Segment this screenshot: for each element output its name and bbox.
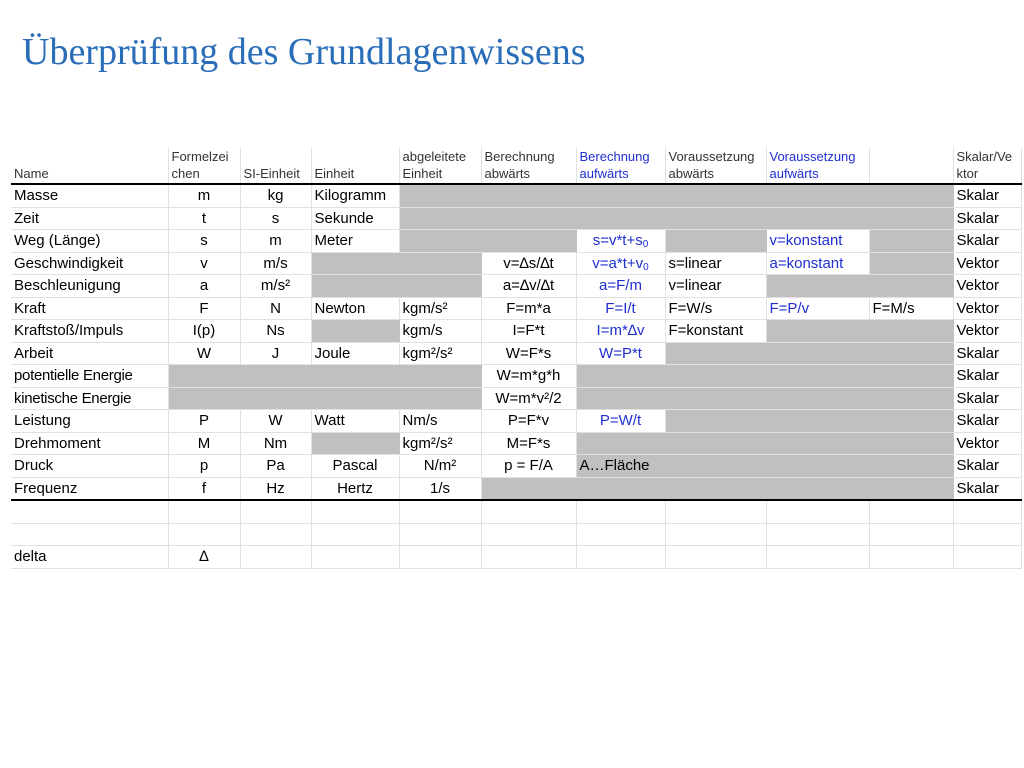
cell-abgeleitet: kgm/s² xyxy=(399,297,481,320)
cell-vor-ab: F=W/s xyxy=(665,297,766,320)
cell-fz: f xyxy=(168,477,240,500)
cell-si: Pa xyxy=(240,455,311,478)
cell-empty xyxy=(869,387,953,410)
cell-empty xyxy=(766,320,869,343)
formula-subscript: 0 xyxy=(643,261,649,273)
cell-si: m/s xyxy=(240,252,311,275)
col-header-ber-ab: Berechnung abwärts xyxy=(481,147,576,184)
table-row xyxy=(11,455,1021,478)
cell-ber-auf xyxy=(576,230,665,253)
cell-empty xyxy=(869,365,953,388)
cell-empty xyxy=(11,500,168,523)
cell-abgeleitet: kgm²/s² xyxy=(399,342,481,365)
cell-empty xyxy=(766,275,869,298)
cell-empty xyxy=(953,546,1021,569)
cell-empty xyxy=(168,387,240,410)
cell-fz: F xyxy=(168,297,240,320)
physics-table xyxy=(11,147,1022,569)
cell-einheit: Newton xyxy=(311,297,399,320)
delta-symbol: ∆ xyxy=(168,546,240,569)
cell-name: Drehmoment xyxy=(11,432,168,455)
formula-text: s=v*t+s xyxy=(592,232,643,250)
cell-ber-ab: a=∆v/∆t xyxy=(481,275,576,298)
cell-ber-auf: P=W/t xyxy=(576,410,665,433)
cell-empty xyxy=(399,252,481,275)
cell-empty xyxy=(869,184,953,207)
col-header-vor-ab: Voraussetzung abwärts xyxy=(665,147,766,184)
cell-empty xyxy=(665,184,766,207)
cell-si: m xyxy=(240,230,311,253)
cell-fz: p xyxy=(168,455,240,478)
cell-typ: Vektor xyxy=(953,275,1021,298)
cell-ber-ab: I=F*t xyxy=(481,320,576,343)
cell-typ: Skalar xyxy=(953,477,1021,500)
cell-typ: Vektor xyxy=(953,432,1021,455)
header-row xyxy=(11,147,1021,184)
footer-row xyxy=(11,546,1021,569)
cell-typ: Vektor xyxy=(953,252,1021,275)
cell-empty xyxy=(766,342,869,365)
cell-ber-ab: F=m*a xyxy=(481,297,576,320)
cell-fz: s xyxy=(168,230,240,253)
cell-ber-ab: W=m*g*h xyxy=(481,365,576,388)
table-row xyxy=(11,230,1021,253)
cell-si: m/s² xyxy=(240,275,311,298)
cell-typ: Skalar xyxy=(953,365,1021,388)
col-header-einheit: Einheit xyxy=(311,147,399,184)
cell-fz: m xyxy=(168,184,240,207)
col-header-formelzeichen: Formelzei chen xyxy=(168,147,240,184)
cell-ber-ab: v=∆s/∆t xyxy=(481,252,576,275)
col-header-skalar: Skalar/Ve ktor xyxy=(953,147,1021,184)
cell-empty xyxy=(240,500,311,523)
cell-empty xyxy=(399,275,481,298)
cell-ber-auf: A…Fläche xyxy=(576,455,665,478)
cell-fz: t xyxy=(168,207,240,230)
cell-typ: Skalar xyxy=(953,184,1021,207)
cell-si: Hz xyxy=(240,477,311,500)
cell-ber-ab: p = F/A xyxy=(481,455,576,478)
table-row xyxy=(11,297,1021,320)
cell-abgeleitet: Nm/s xyxy=(399,410,481,433)
col-header-vor-auf: Voraussetzung aufwärts xyxy=(766,147,869,184)
cell-einheit: Sekunde xyxy=(311,207,399,230)
cell-empty xyxy=(766,546,869,569)
cell-fz: a xyxy=(168,275,240,298)
cell-fz: v xyxy=(168,252,240,275)
cell-empty xyxy=(665,523,766,546)
cell-name: Druck xyxy=(11,455,168,478)
cell-empty xyxy=(311,500,399,523)
table-row xyxy=(11,365,1021,388)
formula-subscript: 0 xyxy=(642,239,649,251)
cell-empty xyxy=(869,523,953,546)
cell-si: Nm xyxy=(240,432,311,455)
cell-si: N xyxy=(240,297,311,320)
cell-typ: Skalar xyxy=(953,455,1021,478)
cell-empty xyxy=(869,500,953,523)
cell-empty xyxy=(766,387,869,410)
cell-name: potentielle Energie xyxy=(11,365,168,388)
cell-typ: Vektor xyxy=(953,297,1021,320)
cell-empty xyxy=(399,500,481,523)
cell-fz: P xyxy=(168,410,240,433)
table-row xyxy=(11,342,1021,365)
cell-empty xyxy=(399,387,481,410)
cell-fz: W xyxy=(168,342,240,365)
cell-typ: Skalar xyxy=(953,207,1021,230)
cell-ber-auf: F=I/t xyxy=(576,297,665,320)
cell-empty xyxy=(665,546,766,569)
cell-empty xyxy=(168,500,240,523)
cell-empty xyxy=(481,184,576,207)
cell-empty xyxy=(311,523,399,546)
cell-empty xyxy=(665,342,766,365)
cell-empty xyxy=(481,230,576,253)
cell-abgeleitet: 1/s xyxy=(399,477,481,500)
cell-empty xyxy=(953,523,1021,546)
cell-empty xyxy=(399,230,481,253)
cell-empty xyxy=(576,184,665,207)
cell-empty xyxy=(665,387,766,410)
cell-si: s xyxy=(240,207,311,230)
cell-einheit: Meter xyxy=(311,230,399,253)
cell-empty xyxy=(869,207,953,230)
cell-empty xyxy=(11,523,168,546)
cell-empty xyxy=(311,365,399,388)
cell-empty xyxy=(576,523,665,546)
cell-empty xyxy=(240,365,311,388)
cell-empty xyxy=(311,546,399,569)
cell-empty xyxy=(869,546,953,569)
col-header-si: SI-Einheit xyxy=(240,147,311,184)
table-row xyxy=(11,275,1021,298)
cell-empty xyxy=(481,523,576,546)
cell-empty xyxy=(665,230,766,253)
cell-empty xyxy=(481,477,576,500)
cell-empty xyxy=(665,365,766,388)
cell-vor-auf: v=konstant xyxy=(766,230,869,253)
cell-si: J xyxy=(240,342,311,365)
cell-typ: Skalar xyxy=(953,387,1021,410)
cell-empty xyxy=(399,365,481,388)
cell-abgeleitet: N/m² xyxy=(399,455,481,478)
cell-abgeleitet: kgm/s xyxy=(399,320,481,343)
cell-einheit: Hertz xyxy=(311,477,399,500)
cell-empty xyxy=(766,365,869,388)
cell-empty xyxy=(766,500,869,523)
cell-empty xyxy=(311,252,399,275)
cell-empty xyxy=(311,275,399,298)
cell-empty xyxy=(766,184,869,207)
cell-vor-auf: F=P/v xyxy=(766,297,869,320)
cell-empty xyxy=(665,455,766,478)
cell-ber-auf: a=F/m xyxy=(576,275,665,298)
table-row xyxy=(11,387,1021,410)
cell-ber-ab: W=F*s xyxy=(481,342,576,365)
cell-vor-ab: v=linear xyxy=(665,275,766,298)
cell-einheit: Watt xyxy=(311,410,399,433)
cell-ber-auf: W=P*t xyxy=(576,342,665,365)
cell-ber-auf: I=m*∆v xyxy=(576,320,665,343)
cell-empty xyxy=(869,477,953,500)
cell-empty xyxy=(576,365,665,388)
cell-empty xyxy=(953,500,1021,523)
cell-empty xyxy=(869,230,953,253)
empty-row xyxy=(11,500,1021,523)
cell-empty xyxy=(766,523,869,546)
cell-empty xyxy=(766,432,869,455)
cell-einheit: Kilogramm xyxy=(311,184,399,207)
cell-empty xyxy=(869,320,953,343)
cell-name: Weg (Länge) xyxy=(11,230,168,253)
cell-empty xyxy=(869,252,953,275)
cell-empty xyxy=(399,546,481,569)
cell-fz: M xyxy=(168,432,240,455)
cell-name: Arbeit xyxy=(11,342,168,365)
cell-empty xyxy=(869,432,953,455)
cell-name: Leistung xyxy=(11,410,168,433)
cell-empty xyxy=(399,207,481,230)
cell-empty xyxy=(665,410,766,433)
cell-si: Ns xyxy=(240,320,311,343)
cell-empty xyxy=(665,432,766,455)
cell-name: Beschleunigung xyxy=(11,275,168,298)
cell-empty xyxy=(481,207,576,230)
cell-empty xyxy=(168,365,240,388)
cell-vor-ab: F=konstant xyxy=(665,320,766,343)
cell-empty xyxy=(665,207,766,230)
col-header-ber-auf: Berechnung aufwärts xyxy=(576,147,665,184)
cell-empty xyxy=(665,500,766,523)
formula-text: v=a*t+v xyxy=(592,254,644,272)
delta-label: delta xyxy=(11,546,168,569)
cell-empty xyxy=(766,477,869,500)
cell-empty xyxy=(869,455,953,478)
cell-empty xyxy=(311,320,399,343)
cell-empty xyxy=(399,523,481,546)
cell-empty xyxy=(576,546,665,569)
cell-empty xyxy=(576,207,665,230)
cell-empty xyxy=(240,546,311,569)
cell-empty xyxy=(311,387,399,410)
table-row xyxy=(11,207,1021,230)
table-row xyxy=(11,184,1021,207)
table-row xyxy=(11,252,1021,275)
cell-name: Geschwindigkeit xyxy=(11,252,168,275)
empty-row xyxy=(11,523,1021,546)
cell-empty xyxy=(766,207,869,230)
cell-empty xyxy=(576,387,665,410)
cell-fz: I(p) xyxy=(168,320,240,343)
cell-si: W xyxy=(240,410,311,433)
cell-name: Zeit xyxy=(11,207,168,230)
cell-empty xyxy=(576,500,665,523)
cell-vor-auf: a=konstant xyxy=(766,252,869,275)
cell-typ: Skalar xyxy=(953,410,1021,433)
page-title: Überprüfung des Grundlagenwissens xyxy=(22,31,586,73)
cell-ber-ab: W=m*v²/2 xyxy=(481,387,576,410)
table-row xyxy=(11,320,1021,343)
cell-vor-ab: s=linear xyxy=(665,252,766,275)
cell-einheit: Pascal xyxy=(311,455,399,478)
cell-einheit: Joule xyxy=(311,342,399,365)
cell-empty xyxy=(481,500,576,523)
cell-empty xyxy=(766,455,869,478)
cell-empty xyxy=(399,184,481,207)
cell-empty xyxy=(665,477,766,500)
table-row xyxy=(11,477,1021,500)
cell-name: Kraftstoß/Impuls xyxy=(11,320,168,343)
cell-ber-ab: M=F*s xyxy=(481,432,576,455)
cell-name: Frequenz xyxy=(11,477,168,500)
cell-empty xyxy=(481,546,576,569)
cell-typ: Skalar xyxy=(953,230,1021,253)
cell-extra: F=M/s xyxy=(869,297,953,320)
cell-empty xyxy=(240,387,311,410)
cell-empty xyxy=(168,523,240,546)
cell-empty xyxy=(576,432,665,455)
col-header-extra xyxy=(869,147,953,184)
table-row xyxy=(11,410,1021,433)
cell-empty xyxy=(576,477,665,500)
table-row xyxy=(11,432,1021,455)
cell-ber-auf xyxy=(576,252,665,275)
cell-abgeleitet: kgm²/s² xyxy=(399,432,481,455)
cell-typ: Vektor xyxy=(953,320,1021,343)
col-header-abgeleitet: abgeleitete Einheit xyxy=(399,147,481,184)
cell-empty xyxy=(766,410,869,433)
cell-empty xyxy=(240,523,311,546)
cell-empty xyxy=(311,432,399,455)
cell-name: Kraft xyxy=(11,297,168,320)
cell-typ: Skalar xyxy=(953,342,1021,365)
cell-si: kg xyxy=(240,184,311,207)
cell-empty xyxy=(869,275,953,298)
cell-name: kinetische Energie xyxy=(11,387,168,410)
col-header-name: Name xyxy=(11,147,168,184)
cell-empty xyxy=(869,342,953,365)
cell-name: Masse xyxy=(11,184,168,207)
cell-empty xyxy=(869,410,953,433)
cell-ber-ab: P=F*v xyxy=(481,410,576,433)
